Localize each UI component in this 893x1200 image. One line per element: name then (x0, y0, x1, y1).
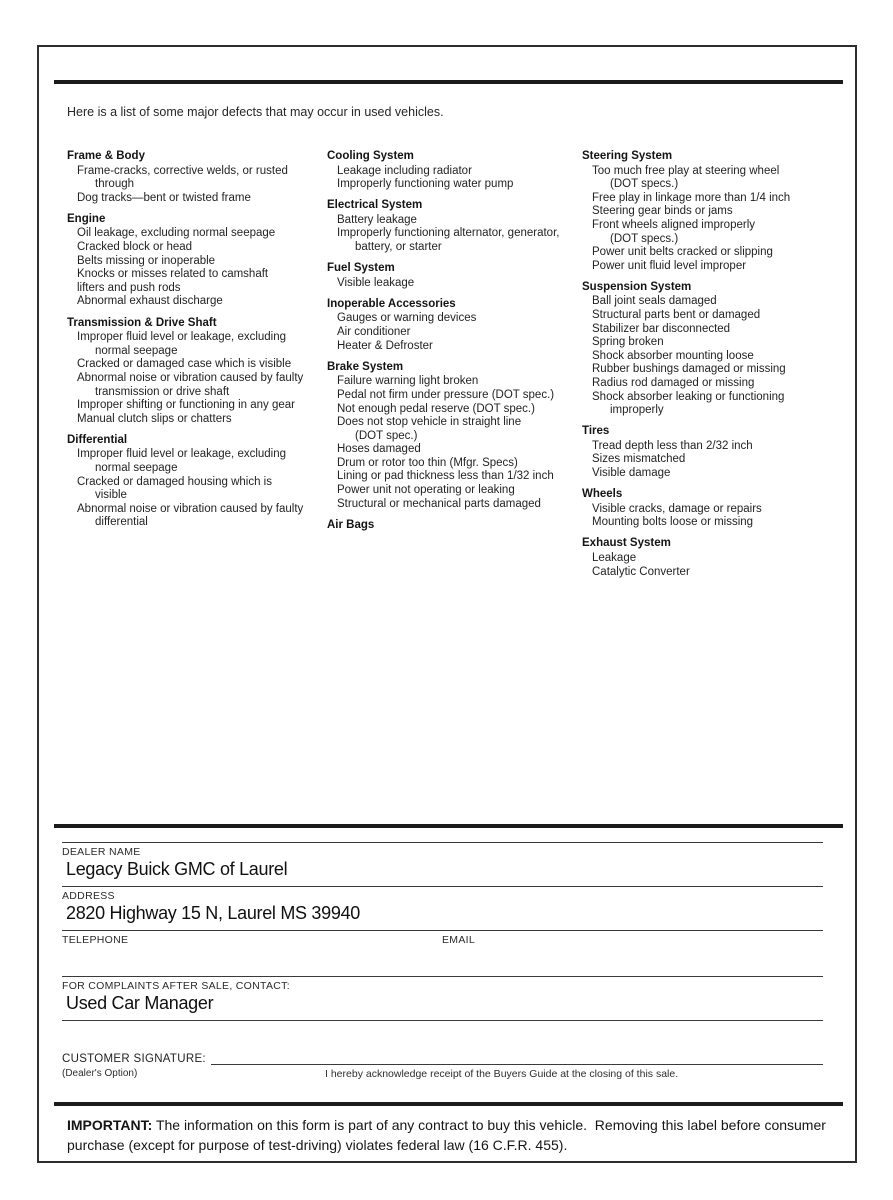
dealers-option-note: (Dealer's Option) (62, 1068, 138, 1079)
defect-section-title: Air Bags (327, 518, 375, 531)
defect-item: Catalytic Converter (592, 565, 690, 578)
defects-columns (67, 150, 847, 579)
defect-item: lifters and push rods (77, 281, 181, 294)
defect-item: Improper shifting or functioning in any gear (77, 399, 295, 412)
defect-item: visible (95, 489, 127, 502)
defect-item: differential (95, 516, 148, 529)
defect-item: Abnormal noise or vibration caused by faulty (77, 502, 304, 515)
defect-section-title: Cooling System (327, 150, 414, 162)
defect-item: Gauges or warning devices (337, 312, 477, 325)
defect-item: Visible damage (592, 467, 671, 480)
defect-item: Abnormal noise or vibration caused by faulty (77, 371, 304, 384)
defect-section-title: Differential (67, 433, 128, 446)
defect-item: Ball joint seals damaged (592, 295, 717, 308)
defect-item: Leakage (592, 552, 637, 565)
bottom-divider (54, 1102, 843, 1106)
complaints-contact-value: Used Car Manager (66, 993, 214, 1013)
defect-item: Drum or rotor too thin (Mfgr. Specs) (337, 456, 518, 469)
defect-section-title: Suspension System (582, 280, 692, 293)
defect-item: Front wheels aligned improperly (592, 218, 755, 231)
defect-section-title: Electrical System (327, 199, 423, 212)
defect-item: Improper fluid level or leakage, excluding (77, 448, 287, 461)
defect-section (327, 199, 582, 254)
defect-item: (DOT spec.) (355, 429, 418, 442)
defect-section (67, 317, 327, 427)
defect-section (582, 150, 844, 273)
defect-item: through (95, 178, 135, 191)
field-rule (62, 1020, 823, 1021)
defect-item: Too much free play at steering wheel (592, 164, 780, 177)
defect-item: Tread depth less than 2/32 inch (592, 439, 753, 452)
defect-item: Mounting bolts loose or missing (592, 516, 754, 529)
acknowledgment-note: I hereby acknowledge receipt of the Buyers Guide at the closing of this sale. (325, 1068, 679, 1080)
defect-column (67, 150, 327, 579)
defect-item: Cracked block or head (77, 241, 193, 254)
defect-item: Cracked or damaged case which is visible (77, 358, 292, 371)
complaints-contact-label: FOR COMPLAINTS AFTER SALE, CONTACT: (62, 980, 290, 992)
telephone-email-values (54, 946, 843, 976)
defect-item: Oil leakage, excluding normal seepage (77, 227, 276, 240)
defect-section-title: Wheels (582, 488, 623, 501)
defect-item: Not enough pedal reserve (DOT spec.) (337, 402, 535, 415)
signature-notes-row (62, 1068, 823, 1084)
defect-section-title: Exhaust System (582, 537, 671, 550)
defect-item: Cracked or damaged housing which is (77, 475, 272, 488)
defect-section-title: Frame & Body (67, 150, 145, 162)
important-text: The information on this form is part of any contract to buy this vehicle. Removing this label before consumer purchase (except for purpose of test-driving) violates federal law (16 C.F.R. 455). (67, 1117, 830, 1153)
form-top-divider (54, 824, 843, 828)
defect-item: Shock absorber leaking or functioning (592, 390, 785, 403)
defect-item: Belts missing or inoperable (77, 254, 216, 267)
defect-item: Battery leakage (337, 213, 417, 226)
defect-item: Free play in linkage more than 1/4 inch (592, 191, 791, 204)
important-notice (67, 1115, 839, 1155)
defect-column (327, 150, 582, 579)
defect-item: Radius rod damaged or missing (592, 377, 755, 389)
defect-item: Leakage including radiator (337, 164, 472, 177)
defect-section (327, 519, 582, 533)
intro-text: Here is a list of some major defects that may occur in used vehicles. (67, 105, 444, 119)
customer-signature-label: CUSTOMER SIGNATURE: (62, 1053, 206, 1065)
defect-section (67, 213, 327, 309)
defect-item: improperly (610, 404, 664, 417)
defect-item: Air conditioner (337, 326, 411, 339)
defect-item: battery, or starter (355, 241, 442, 254)
defect-item: Steering gear binds or jams (592, 205, 733, 218)
buyers-guide-page (37, 45, 857, 1163)
dealer-name-label: DEALER NAME (62, 846, 141, 858)
defect-section (582, 537, 844, 579)
defect-item: Improper fluid level or leakage, excluding (77, 331, 287, 344)
defect-section-title: Steering System (582, 150, 673, 162)
defect-item: Manual clutch slips or chatters (77, 412, 232, 425)
defect-item: Frame-cracks, corrective welds, or rusted (77, 164, 288, 177)
defect-item: Spring broken (592, 336, 664, 349)
defect-item: Does not stop vehicle in straight line (337, 416, 522, 429)
defect-section (327, 361, 582, 512)
defect-item: Heater & Defroster (337, 339, 433, 352)
defect-section-title: Engine (67, 212, 106, 225)
defect-item: Shock absorber mounting loose (592, 349, 754, 362)
defect-item: Lining or pad thickness less than 1/32 inch (337, 470, 554, 483)
telephone-label: TELEPHONE (62, 934, 129, 946)
defect-section (67, 150, 327, 205)
defect-item: Visible leakage (337, 276, 415, 289)
defect-item: Knocks or misses related to camshaft (77, 268, 269, 281)
defect-section-title: Tires (582, 425, 610, 438)
dealer-name-value: Legacy Buick GMC of Laurel (66, 859, 288, 879)
defect-item: Power unit fluid level improper (592, 259, 747, 272)
defect-item: Improperly functioning alternator, generator, (337, 227, 560, 240)
defect-section (327, 298, 582, 353)
telephone-email-row (54, 931, 843, 946)
signature-line (211, 1051, 823, 1065)
defect-section (582, 425, 844, 480)
defect-section-title: Transmission & Drive Shaft (67, 316, 217, 329)
top-divider (54, 80, 843, 84)
defect-item: Failure warning light broken (337, 375, 479, 388)
important-label: IMPORTANT: (67, 1117, 153, 1133)
defect-item: Rubber bushings damaged or missing (592, 363, 786, 376)
defect-item: normal seepage (95, 461, 178, 474)
defect-item: Abnormal exhaust discharge (77, 295, 223, 308)
defect-section-title: Brake System (327, 360, 404, 373)
defect-item: normal seepage (95, 344, 178, 357)
dealer-form (54, 824, 843, 1155)
defect-item: (DOT specs.) (610, 178, 679, 191)
defect-item: transmission or drive shaft (95, 385, 230, 398)
defect-item: Power unit belts cracked or slipping (592, 246, 773, 259)
defect-item: Structural or mechanical parts damaged (337, 497, 541, 510)
defect-section-title: Inoperable Accessories (327, 297, 456, 310)
address-label: ADDRESS (62, 890, 115, 902)
defect-column (582, 150, 844, 579)
defect-section-title: Fuel System (327, 262, 395, 275)
defect-item: Improperly functioning water pump (337, 178, 514, 191)
defect-item: Sizes mismatched (592, 453, 686, 466)
defect-section (327, 262, 582, 290)
defect-item: Power unit not operating or leaking (337, 484, 515, 497)
defect-section (582, 281, 844, 418)
customer-signature-row (62, 1045, 823, 1065)
defect-item: Visible cracks, damage or repairs (592, 502, 762, 515)
defect-item: (DOT specs.) (610, 232, 679, 245)
defect-item: Structural parts bent or damaged (592, 309, 761, 322)
defect-item: Pedal not firm under pressure (DOT spec.) (337, 388, 555, 401)
address-value: 2820 Highway 15 N, Laurel MS 39940 (66, 903, 360, 923)
defect-section (67, 434, 327, 530)
defect-item: Stabilizer bar disconnected (592, 322, 731, 335)
defect-item: Dog tracks—bent or twisted frame (77, 191, 251, 204)
defect-section (582, 488, 844, 530)
defect-item: Hoses damaged (337, 443, 421, 456)
email-label: EMAIL (442, 934, 476, 946)
defect-section (327, 150, 582, 192)
